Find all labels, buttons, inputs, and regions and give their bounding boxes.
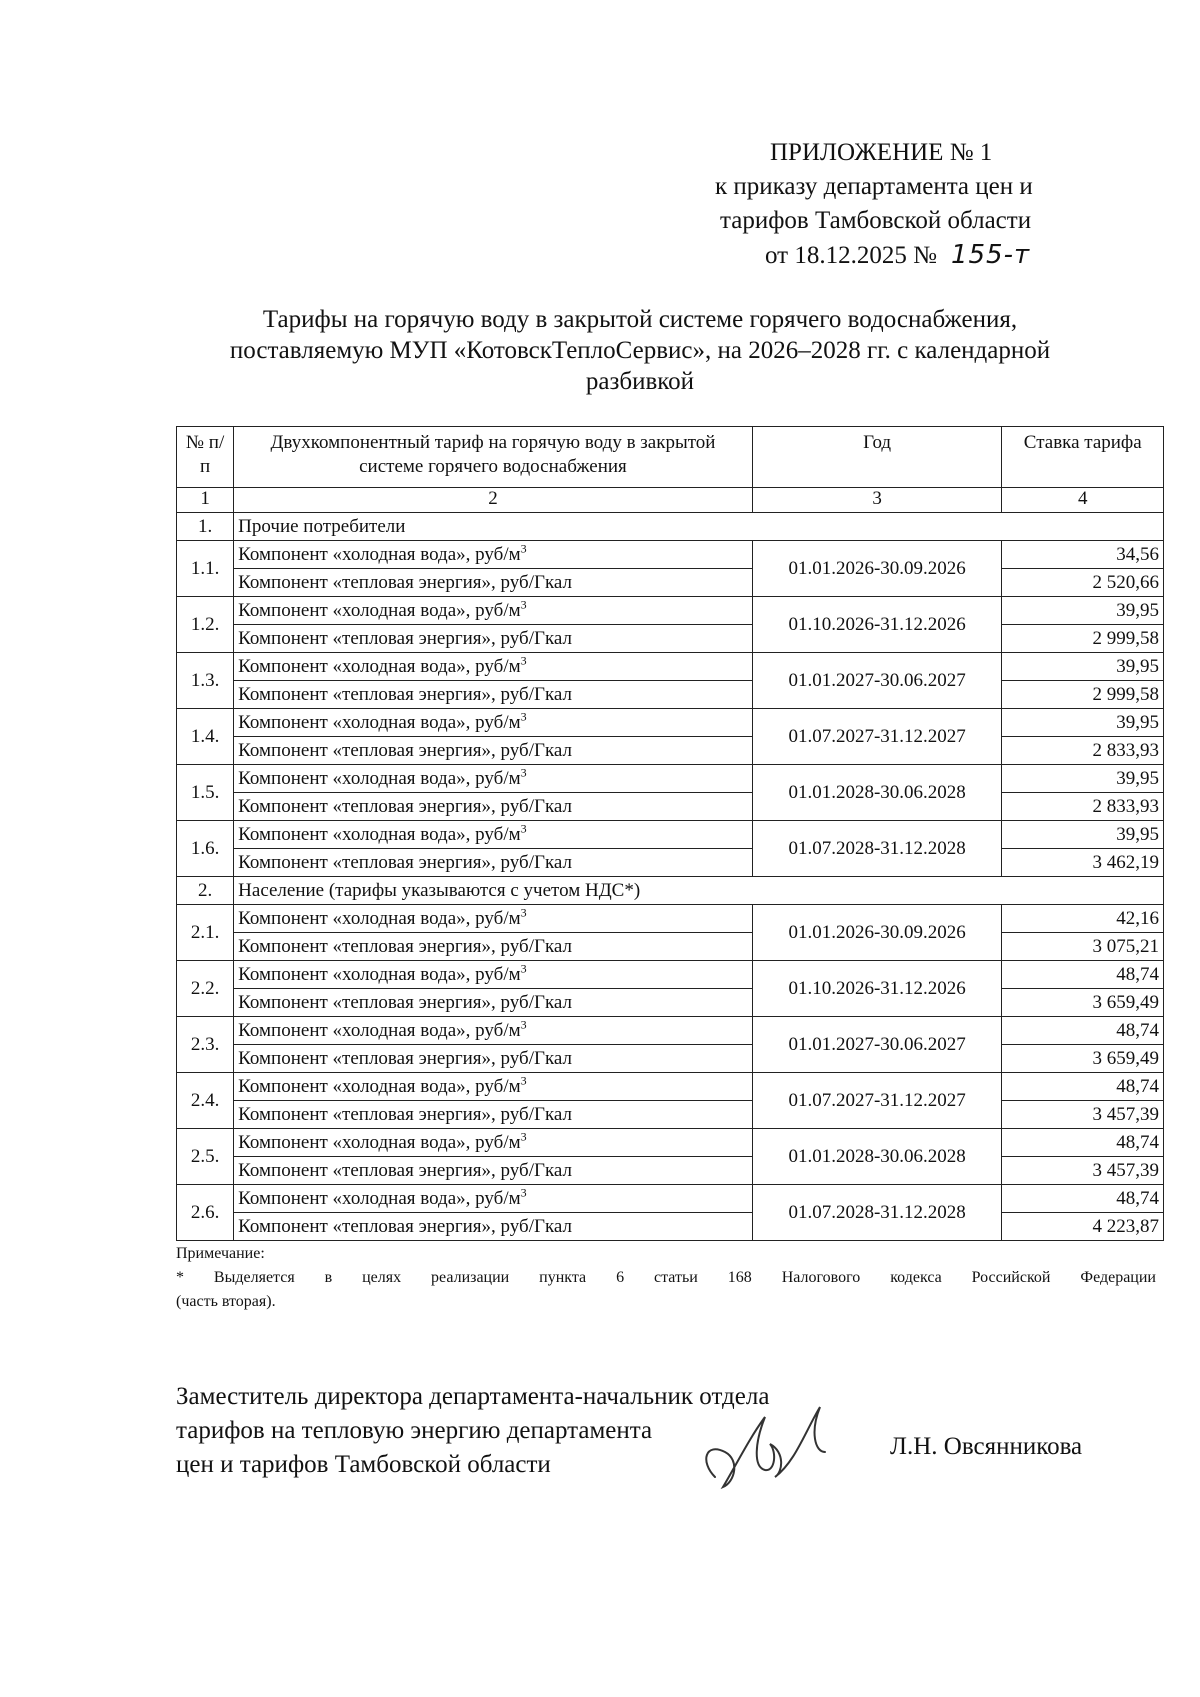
- period: 01.07.2028-31.12.2028: [752, 1185, 1002, 1241]
- period: 01.01.2028-30.06.2028: [752, 1129, 1002, 1185]
- table-row: [177, 1045, 1164, 1073]
- column-number: 2: [234, 488, 753, 513]
- cubic-superscript: 3: [520, 597, 527, 612]
- period: 01.01.2027-30.06.2027: [752, 653, 1002, 709]
- cold-water-label: Компонент «холодная вода», руб/м: [238, 600, 521, 621]
- row-number: 1.2.: [177, 597, 234, 653]
- table-row: [177, 989, 1164, 1017]
- cold-water-rate: 48,74: [1002, 961, 1164, 989]
- cold-water-component: [234, 821, 753, 849]
- period: 01.10.2026-31.12.2026: [752, 961, 1002, 1017]
- title-line-3: разбивкой: [585, 368, 695, 395]
- table-row: [177, 1017, 1164, 1045]
- table-row: [177, 849, 1164, 877]
- heat-rate: 4 223,87: [1002, 1213, 1164, 1241]
- cold-water-rate: 39,95: [1002, 765, 1164, 793]
- cold-water-label: Компонент «холодная вода», руб/м: [238, 712, 521, 733]
- table-row: [177, 1101, 1164, 1129]
- period: 01.07.2027-31.12.2027: [752, 1073, 1002, 1129]
- cubic-superscript: 3: [520, 1073, 527, 1088]
- table-row: [177, 1213, 1164, 1241]
- column-number: 4: [1002, 488, 1164, 513]
- handwritten-signature: [695, 1382, 845, 1502]
- cubic-superscript: 3: [520, 821, 527, 836]
- heat-component: Компонент «тепловая энергия», руб/Гкал: [234, 1045, 753, 1073]
- cold-water-rate: 48,74: [1002, 1017, 1164, 1045]
- cold-water-rate: 48,74: [1002, 1185, 1164, 1213]
- period: 01.01.2026-30.09.2026: [752, 905, 1002, 961]
- row-number: 2.6.: [177, 1185, 234, 1241]
- cold-water-label: Компонент «холодная вода», руб/м: [238, 1188, 521, 1209]
- cold-water-rate: 48,74: [1002, 1129, 1164, 1157]
- period: 01.01.2027-30.06.2027: [752, 1017, 1002, 1073]
- table-row: [177, 597, 1164, 625]
- cold-water-label: Компонент «холодная вода», руб/м: [238, 1020, 521, 1041]
- section-title: Прочие потребители: [234, 513, 1164, 541]
- document-title: [150, 304, 1130, 397]
- heat-rate: 2 833,93: [1002, 793, 1164, 821]
- heat-rate: 3 659,49: [1002, 989, 1164, 1017]
- table-row: [177, 1157, 1164, 1185]
- table-row: [177, 709, 1164, 737]
- table-row: [177, 905, 1164, 933]
- table-row: [177, 933, 1164, 961]
- row-number: 1.6.: [177, 821, 234, 877]
- cold-water-label: Компонент «холодная вода», руб/м: [238, 768, 521, 789]
- heat-component: Компонент «тепловая энергия», руб/Гкал: [234, 849, 753, 877]
- cold-water-rate: 48,74: [1002, 1073, 1164, 1101]
- heat-component: Компонент «тепловая энергия», руб/Гкал: [234, 793, 753, 821]
- cold-water-label: Компонент «холодная вода», руб/м: [238, 656, 521, 677]
- signatory-line-2: тарифов на тепловую энергию департамента: [176, 1417, 653, 1444]
- heat-rate: 3 457,39: [1002, 1157, 1164, 1185]
- table-row: [177, 1129, 1164, 1157]
- appendix-line-order: к приказу департамента цен и: [715, 173, 1033, 200]
- header-year: Год: [752, 427, 1002, 488]
- header-rate: Ставка тарифа: [1002, 427, 1164, 488]
- table-row: [177, 765, 1164, 793]
- section-row: [177, 513, 1164, 541]
- cold-water-rate: 42,16: [1002, 905, 1164, 933]
- cold-water-rate: 39,95: [1002, 709, 1164, 737]
- heat-rate: 3 659,49: [1002, 1045, 1164, 1073]
- heat-component: Компонент «тепловая энергия», руб/Гкал: [234, 569, 753, 597]
- period: 01.10.2026-31.12.2026: [752, 597, 1002, 653]
- footnote-text: * Выделяется в целях реализации пункта 6 статьи 168 Налогового кодекса Российской Федерации: [176, 1269, 1156, 1286]
- column-number: 1: [177, 488, 234, 513]
- tariff-table-body: [177, 513, 1164, 1241]
- cold-water-component: [234, 709, 753, 737]
- cubic-superscript: 3: [520, 541, 527, 556]
- heat-component: Компонент «тепловая энергия», руб/Гкал: [234, 737, 753, 765]
- heat-component: Компонент «тепловая энергия», руб/Гкал: [234, 1213, 753, 1241]
- footnote-heading: Примечание:: [176, 1245, 265, 1262]
- signatory-line-3: цен и тарифов Тамбовской области: [176, 1451, 551, 1478]
- heat-rate: 2 999,58: [1002, 681, 1164, 709]
- title-line-1: Тарифы на горячую воду в закрытой системе горячего водоснабжения,: [262, 306, 1018, 333]
- signatory-line-1: Заместитель директора департамента-начальник отдела: [176, 1383, 770, 1410]
- cold-water-rate: 34,56: [1002, 541, 1164, 569]
- table-row: [177, 961, 1164, 989]
- cold-water-component: [234, 1185, 753, 1213]
- appendix-header: [700, 136, 1120, 273]
- heat-component: Компонент «тепловая энергия», руб/Гкал: [234, 681, 753, 709]
- cubic-superscript: 3: [520, 961, 527, 976]
- cold-water-component: [234, 597, 753, 625]
- cold-water-label: Компонент «холодная вода», руб/м: [238, 908, 521, 929]
- column-number: 3: [752, 488, 1002, 513]
- cold-water-label: Компонент «холодная вода», руб/м: [238, 824, 521, 845]
- row-number: 1.5.: [177, 765, 234, 821]
- section-number: 2.: [177, 877, 234, 905]
- signatory-position: [176, 1380, 1156, 1482]
- tariff-table: [176, 426, 1164, 1241]
- heat-rate: 2 520,66: [1002, 569, 1164, 597]
- cubic-superscript: 3: [520, 709, 527, 724]
- cold-water-rate: 39,95: [1002, 597, 1164, 625]
- cubic-superscript: 3: [520, 1185, 527, 1200]
- table-row: [177, 737, 1164, 765]
- table-row: [177, 541, 1164, 569]
- row-number: 1.4.: [177, 709, 234, 765]
- heat-component: Компонент «тепловая энергия», руб/Гкал: [234, 1157, 753, 1185]
- cold-water-component: [234, 541, 753, 569]
- cold-water-component: [234, 905, 753, 933]
- heat-rate: 2 999,58: [1002, 625, 1164, 653]
- cubic-superscript: 3: [520, 905, 527, 920]
- header-num: № п/п: [177, 427, 234, 488]
- row-number: 1.1.: [177, 541, 234, 597]
- section-row: [177, 877, 1164, 905]
- cold-water-component: [234, 1017, 753, 1045]
- row-number: 2.3.: [177, 1017, 234, 1073]
- cubic-superscript: 3: [520, 1017, 527, 1032]
- heat-component: Компонент «тепловая энергия», руб/Гкал: [234, 989, 753, 1017]
- appendix-title: ПРИЛОЖЕНИЕ № 1: [770, 139, 993, 166]
- row-number: 1.3.: [177, 653, 234, 709]
- table-row: [177, 821, 1164, 849]
- cold-water-component: [234, 765, 753, 793]
- period: 01.07.2028-31.12.2028: [752, 821, 1002, 877]
- cold-water-component: [234, 653, 753, 681]
- heat-component: Компонент «тепловая энергия», руб/Гкал: [234, 1101, 753, 1129]
- table-row: [177, 569, 1164, 597]
- signatory-name: Л.Н. Овсянникова: [890, 1433, 1083, 1460]
- cold-water-label: Компонент «холодная вода», руб/м: [238, 1132, 521, 1153]
- title-line-2: поставляемую МУП «КотовскТеплоСервис», на 2026–2028 гг. с календарной: [229, 337, 1051, 364]
- appendix-line-department: тарифов Тамбовской области: [720, 207, 1032, 234]
- table-row: [177, 1073, 1164, 1101]
- cold-water-rate: 39,95: [1002, 653, 1164, 681]
- table-row: [177, 1185, 1164, 1213]
- heat-rate: 2 833,93: [1002, 737, 1164, 765]
- row-number: 2.1.: [177, 905, 234, 961]
- appendix-date-line: [700, 238, 1120, 273]
- cold-water-label: Компонент «холодная вода», руб/м: [238, 964, 521, 985]
- table-row: [177, 625, 1164, 653]
- footnote: [176, 1242, 1156, 1314]
- cold-water-label: Компонент «холодная вода», руб/м: [238, 544, 521, 565]
- period: 01.07.2027-31.12.2027: [752, 709, 1002, 765]
- heat-component: Компонент «тепловая энергия», руб/Гкал: [234, 625, 753, 653]
- cubic-superscript: 3: [520, 1129, 527, 1144]
- cold-water-component: [234, 1073, 753, 1101]
- section-number: 1.: [177, 513, 234, 541]
- row-number: 2.4.: [177, 1073, 234, 1129]
- heat-rate: 3 462,19: [1002, 849, 1164, 877]
- cubic-superscript: 3: [520, 653, 527, 668]
- heat-rate: 3 457,39: [1002, 1101, 1164, 1129]
- footnote-text-continuation: (часть вторая).: [176, 1293, 276, 1310]
- table-row: [177, 653, 1164, 681]
- period: 01.01.2026-30.09.2026: [752, 541, 1002, 597]
- cubic-superscript: 3: [520, 765, 527, 780]
- cold-water-component: [234, 1129, 753, 1157]
- header-component: Двухкомпонентный тариф на горячую воду в закрытой системе горячего водоснабжения: [234, 427, 753, 488]
- period: 01.01.2028-30.06.2028: [752, 765, 1002, 821]
- cold-water-rate: 39,95: [1002, 821, 1164, 849]
- cold-water-component: [234, 961, 753, 989]
- row-number: 2.2.: [177, 961, 234, 1017]
- table-row: [177, 793, 1164, 821]
- column-number-row: [177, 488, 1164, 513]
- table-row: [177, 681, 1164, 709]
- cold-water-label: Компонент «холодная вода», руб/м: [238, 1076, 521, 1097]
- row-number: 2.5.: [177, 1129, 234, 1185]
- heat-rate: 3 075,21: [1002, 933, 1164, 961]
- section-title: Население (тарифы указываются с учетом НДС*): [234, 877, 1164, 905]
- table-header-row: [177, 427, 1164, 488]
- handwritten-order-number: 155-т: [950, 240, 1031, 270]
- appendix-date: от 18.12.2025 №: [765, 242, 937, 269]
- heat-component: Компонент «тепловая энергия», руб/Гкал: [234, 933, 753, 961]
